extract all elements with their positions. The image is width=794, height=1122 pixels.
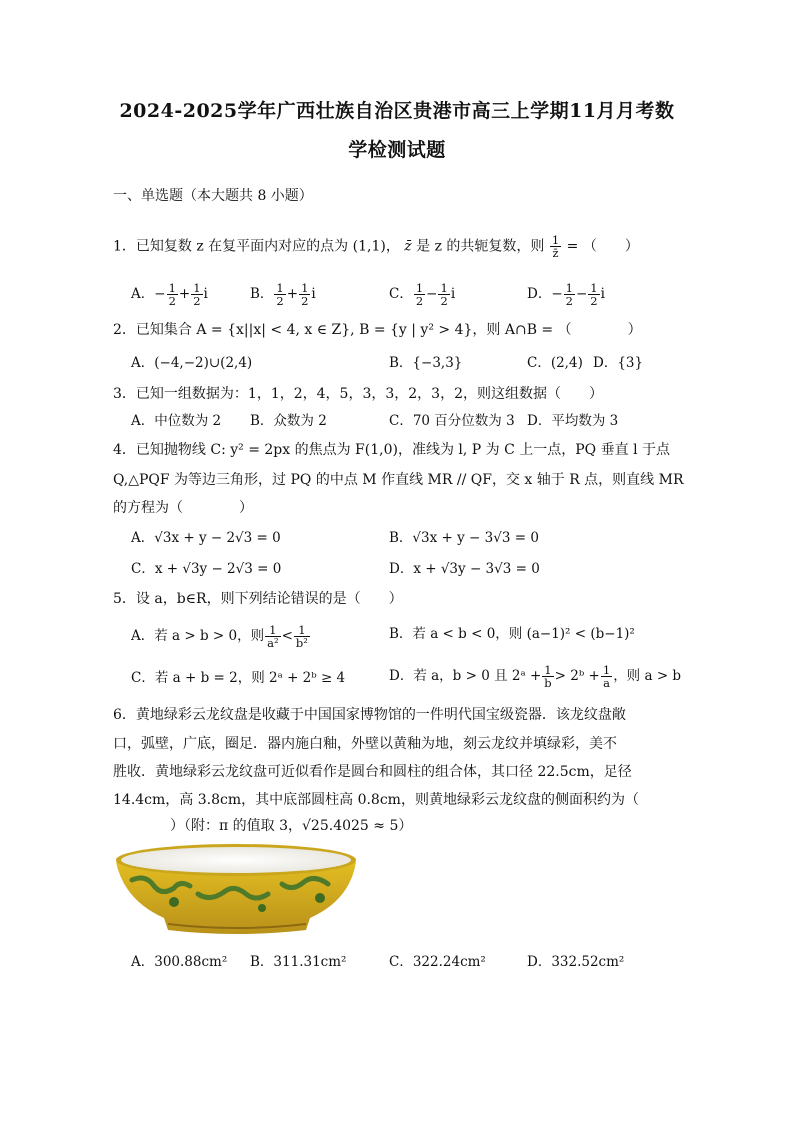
q1-fraction: $\frac{1}{z̄}$ [551,233,560,260]
q2-option-c: C．(2,4) [527,355,583,371]
q6-stem-line5: ）（附：π 的值取 3，√25.4025 ≈ 5） [170,818,413,834]
q1-stem-end: = （ ） [566,238,639,255]
q1-comma: ， [385,238,400,255]
q5-option-a: A．若 a > b > 0，则 $\frac{1}{\text{a²}}$ < $\frac{1}{\text{b²}}$ [131,623,308,650]
q3-option-d: D．平均数为 3 [527,413,619,429]
q6-option-a: A．300.88cm² [131,954,228,970]
q1-stem-text: 1．已知复数 z 在复平面内对应的点为 [113,238,349,255]
q2-option-d: D．{3} [593,355,644,371]
q1-conjugate: z̄ [404,238,412,255]
q4-option-d: D．x + √3y − 3√3 = 0 [389,561,540,577]
q2-stem: 2．已知集合 A = {x||x| < 4, x ∈ Z}, B = {y | y² > 4}，则 A∩B = （ ） [113,322,642,338]
q3-option-c: C．70 百分位数为 3 [389,413,515,429]
q1-option-a: A．− $\frac{1}{2}$ + $\frac{1}{2}$ i [131,281,208,308]
q2-option-b: B．{−3,3} [389,355,463,371]
q6-option-b: B．311.31cm² [250,954,347,970]
q5-option-c: C．若 a + b = 2，则 2ᵃ + 2ᵇ ≥ 4 [131,670,346,686]
section-heading: 一、单选题（本大题共 8 小题） [113,188,313,204]
q3-stem: 3．已知一组数据为：1，1，2，4，5，3，3，2，3，2，则这组数据（ ） [113,386,603,402]
q6-stem-line2: 口，弧壁，广底，圈足．器内施白釉，外壁以黄釉为地，刻云龙纹并填绿彩，美不 [113,736,617,752]
q1-stem [113,234,639,259]
exam-title-line1: 2024-2025学年广西壮族自治区贵港市高三上学期11月月考数 [119,100,675,122]
q2-option-a: A．(−4,−2)∪(2,4) [131,355,253,371]
q4-stem-line3: 的方程为（ ） [113,500,253,516]
q6-stem-line1: 6．黄地绿彩云龙纹盘是收藏于中国国家博物馆的一件明代国宝级瓷器．该龙纹盘敞 [113,707,626,723]
exam-title-line2: 学检测试题 [348,139,446,161]
q5-option-b: B．若 a < b < 0，则 (a−1)² < (b−1)² [389,626,635,642]
q4-option-b: B．√3x + y − 3√3 = 0 [389,530,539,546]
q6-stem-line3: 胜收．黄地绿彩云龙纹盘可近似看作是圆台和圆柱的组合体，其口径 22.5cm，足径 [113,764,632,780]
q1-option-c: C． $\frac{1}{2}$ − $\frac{1}{2}$ i [389,281,456,308]
q6-option-d: D．332.52cm² [527,954,625,970]
q4-option-c: C．x + √3y − 2√3 = 0 [131,561,282,577]
q6-stem-line4: 14.4cm，高 3.8cm，其中底部圆柱高 0.8cm，则黄地绿彩云龙纹盘的侧面积约为（ [113,792,639,808]
q1-stem-text-2: 是 z 的共轭复数，则 [416,238,545,255]
q3-option-a: A．中位数为 2 [131,413,222,429]
q1-point: (1,1) [352,238,386,255]
q5-stem: 5．设 a，b∈R，则下列结论错误的是（ ） [113,591,403,607]
dragon-plate-image [112,838,360,938]
q4-option-a: A．√3x + y − 2√3 = 0 [131,530,281,546]
q1-option-b: B． $\frac{1}{2}$ + $\frac{1}{2}$ i [250,281,316,308]
q4-stem-line2: Q,△PQF 为等边三角形，过 PQ 的中点 M 作直线 MR // QF，交 x 轴于 R 点，则直线 MR [113,472,684,488]
q5-option-d: D．若 a，b > 0 且 2ᵃ + $\frac{1}{b}$ > 2ᵇ + $\frac{1}{a}$ ，则 a > b [389,663,682,690]
q1-option-d: D．− $\frac{1}{2}$ − $\frac{1}{2}$ i [527,281,605,308]
q3-option-b: B．众数为 2 [250,413,327,429]
q4-stem-line1: 4．已知抛物线 C: y² = 2px 的焦点为 F(1,0)，准线为 l, P 为 C 上一点，PQ 垂直 l 于点 [113,442,670,458]
q6-option-c: C．322.24cm² [389,954,486,970]
